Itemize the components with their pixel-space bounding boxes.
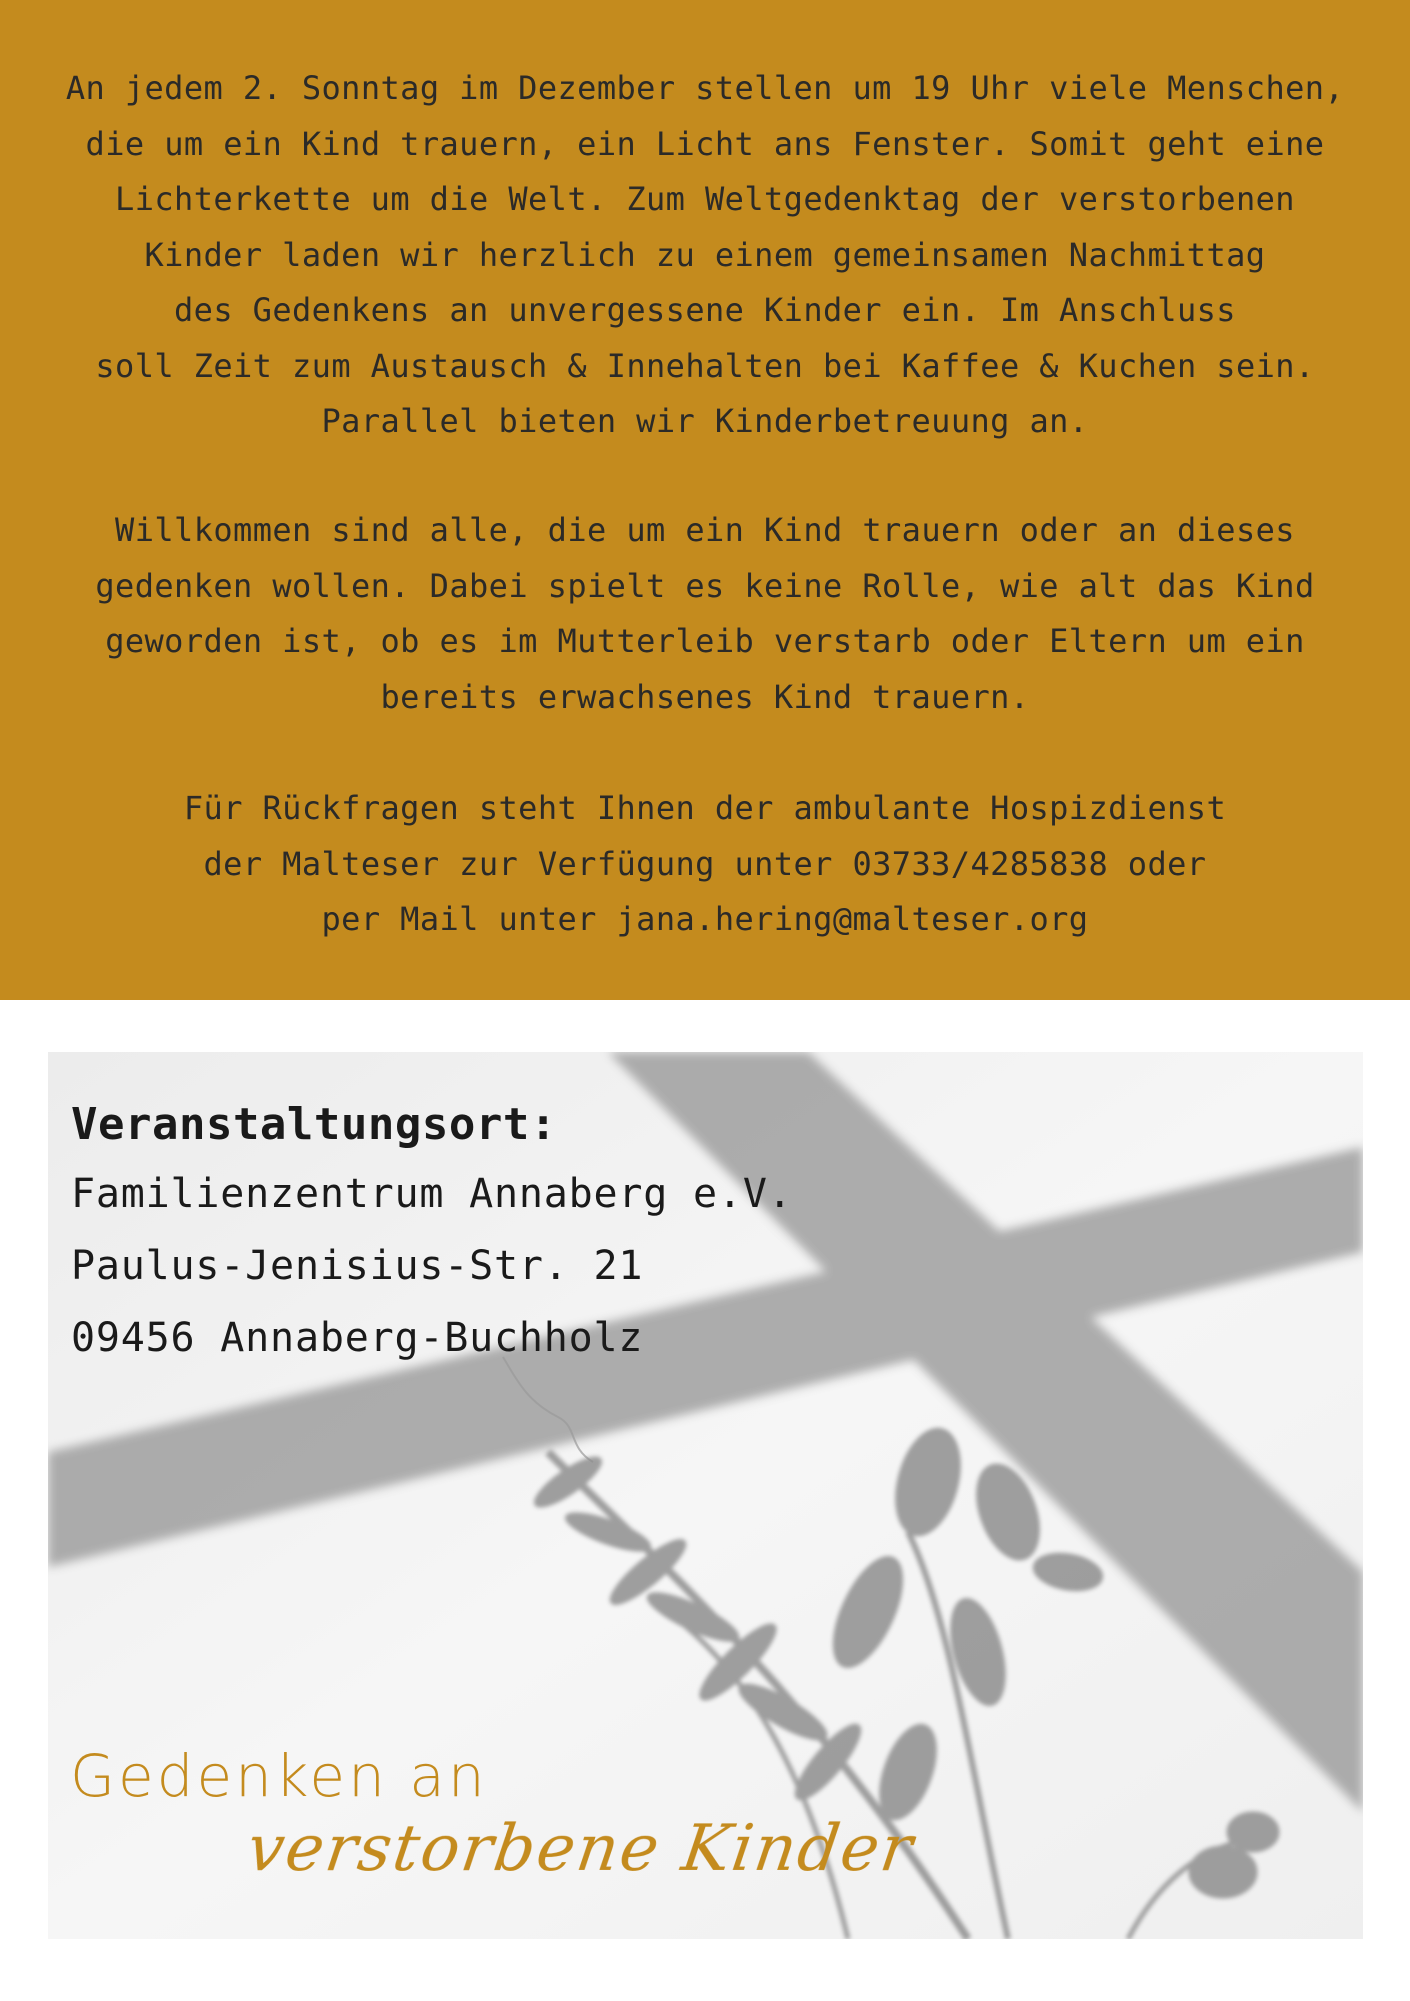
contact-paragraph xyxy=(0,781,1410,948)
venue-street: Paulus-Jenisius-Str. 21 xyxy=(71,1243,644,1289)
intro-line: geworden ist, ob es im Mutterleib verstarb oder Eltern um ein xyxy=(105,622,1305,660)
intro-line: Kinder laden wir herzlich zu einem gemeinsamen Nachmittag xyxy=(144,235,1266,274)
window-shadow-photo xyxy=(48,1052,1363,1939)
contact-line: Für Rückfragen steht Ihnen der ambulante Hospizdienst xyxy=(183,789,1227,827)
intro-paragraph-2 xyxy=(0,503,1410,725)
intro-line: Parallel bieten wir Kinderbetreuung an. xyxy=(321,402,1089,440)
intro-line: Lichterkette um die Welt. Zum Weltgedenktag der verstorbenen xyxy=(115,180,1295,218)
intro-line: bereits erwachsenes Kind trauern. xyxy=(380,677,1030,716)
event-title-line-2: verstorbene Kinder xyxy=(242,1812,919,1886)
intro-line: die um ein Kind trauern, ein Licht ans Fenster. Somit geht eine xyxy=(85,124,1325,163)
contact-line: der Malteser zur Verfügung unter 03733/4285838 oder xyxy=(203,844,1207,883)
venue-block xyxy=(71,1092,793,1374)
intro-line: soll Zeit zum Austausch & Innehalten bei Kaffee & Kuchen sein. xyxy=(95,346,1315,385)
intro-paragraph-1 xyxy=(0,61,1410,450)
intro-line: Willkommen sind alle, die um ein Kind trauern oder an dieses xyxy=(115,511,1295,549)
intro-line: des Gedenkens an unvergessene Kinder ein. Im Anschluss xyxy=(174,291,1236,329)
intro-line: An jedem 2. Sonntag im Dezember stellen um 19 Uhr viele Menschen, xyxy=(65,69,1345,107)
venue-city: 09456 Annaberg-Buchholz xyxy=(71,1315,644,1361)
intro-line: gedenken wollen. Dabei spielt es keine Rolle, wie alt das Kind xyxy=(95,566,1315,605)
contact-email-line: per Mail unter jana.hering@malteser.org xyxy=(321,900,1089,938)
event-title-line-1: Gedenken an xyxy=(70,1742,488,1810)
venue-name: Familienzentrum Annaberg e.V. xyxy=(71,1171,793,1217)
venue-heading: Veranstaltungsort: xyxy=(71,1099,557,1150)
intro-panel xyxy=(0,0,1410,1000)
